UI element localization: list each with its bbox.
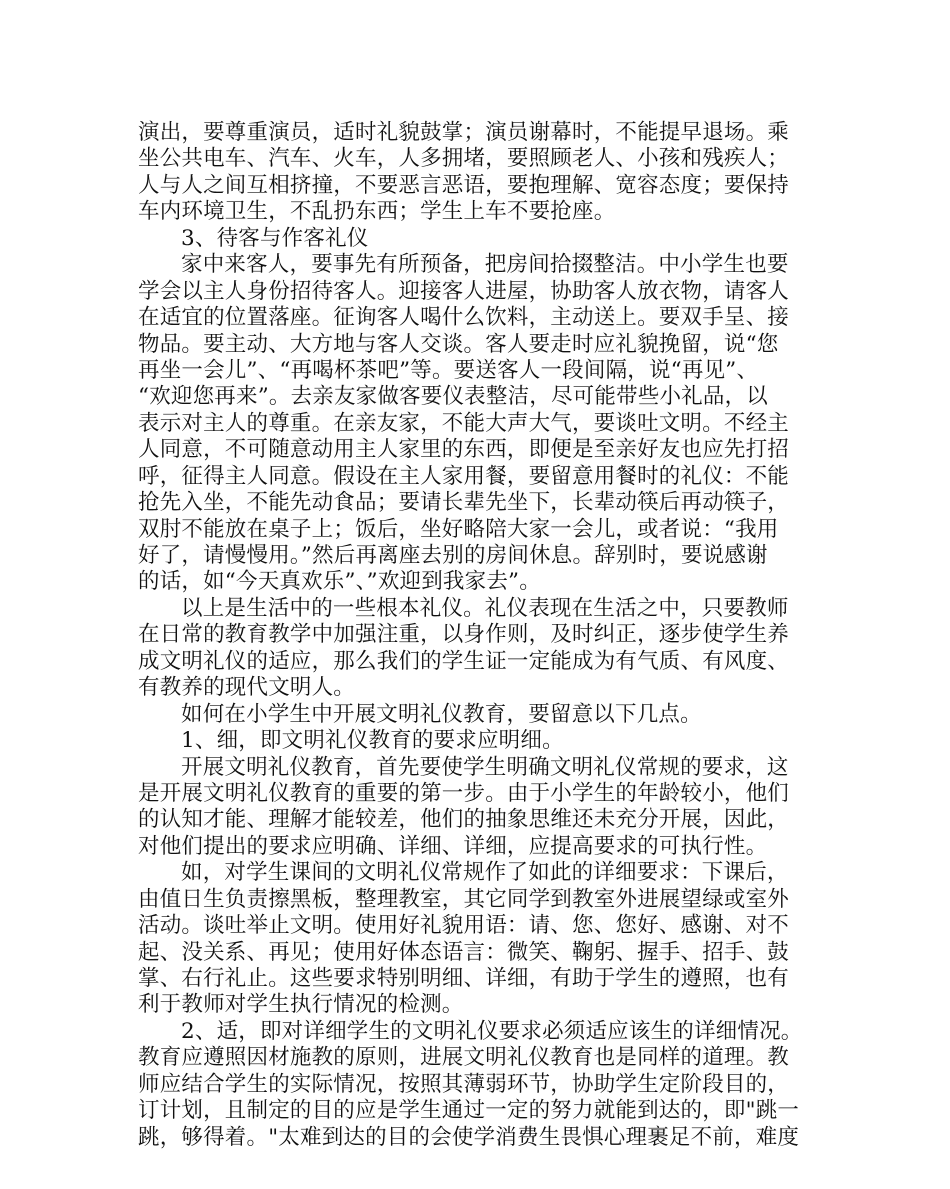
text-line: 以上是生活中的一些根本礼仪。礼仪表现在生活之中，只要教师 bbox=[181, 595, 789, 621]
text-line: 呼，征得主人同意。假设在主人家用餐，要留意用餐时的礼仪：不能 bbox=[138, 463, 790, 489]
text-line: 人与人之间互相挤撞，不要恶言恶语，要抱理解、宽容态度；要保持 bbox=[138, 172, 790, 198]
text-line: 是开展文明礼仪教育的重要的第一步。由于小学生的年龄较小，他们 bbox=[138, 780, 790, 806]
text-line: 物品。要主动、大方地与客人交谈。客人要走时应礼貌挽留，说“您 bbox=[138, 331, 779, 357]
text-line: 有教养的现代文明人。 bbox=[138, 675, 356, 701]
text-line: 起、没关系、再见；使用好体态语言：微笑、鞠躬、握手、招手、鼓 bbox=[138, 939, 790, 965]
text-line: 1、细，即文明礼仪教育的要求应明细。 bbox=[181, 728, 564, 754]
text-line: 开展文明礼仪教育，首先要使学生明确文明礼仪常规的要求，这 bbox=[181, 754, 789, 780]
text-line: 活动。谈吐举止文明。使用好礼貌用语：请、您、您好、感谢、对不 bbox=[138, 913, 790, 939]
text-line: 表示对主人的尊重。在亲友家，不能大声大气，要谈吐文明。不经主 bbox=[138, 410, 790, 436]
text-line: 坐公共电车、汽车、火车，人多拥堵，要照顾老人、小孩和残疾人； bbox=[138, 146, 790, 172]
text-line: 人同意，不可随意动用主人家里的东西，即便是至亲好友也应先打招 bbox=[138, 437, 790, 463]
text-line: 师应结合学生的实际情况，按照其薄弱环节，协助学生定阶段目的， bbox=[138, 1071, 790, 1097]
text-line: 3、待客与作客礼仪 bbox=[181, 225, 369, 251]
text-line: 订计划，且制定的目的应是学生通过一定的努力就能到达的，即"跳一 bbox=[138, 1098, 800, 1124]
text-line: 演出，要尊重演员，适时礼貌鼓掌；演员谢幕时，不能提早退场。乘 bbox=[138, 120, 790, 145]
text-line: 对他们提出的要求应明确、详细、详细，应提高要求的可执行性。 bbox=[138, 833, 768, 859]
text-line: 家中来客人，要事先有所预备，把房间拾掇整洁。中小学生也要 bbox=[181, 252, 789, 278]
text-line: 的话，如“今天真欢乐”、”欢迎到我家去”。 bbox=[138, 569, 541, 595]
text-line: 教育应遵照因材施教的原则，进展文明礼仪教育也是同样的道理。教 bbox=[138, 1045, 790, 1071]
document-body bbox=[138, 120, 816, 1151]
text-line: 利于教师对学生执行情况的检测。 bbox=[138, 992, 464, 1018]
text-line: 学会以主人身份招待客人。迎接客人进屋，协助客人放衣物，请客人 bbox=[138, 278, 790, 304]
text-line: 抢先入坐，不能先动食品；要请长辈先坐下，长辈动筷后再动筷子， bbox=[138, 490, 790, 516]
text-line: 掌、右行礼止。这些要求特别明细、详细，有助于学生的遵照，也有 bbox=[138, 966, 790, 991]
text-line: 在日常的教育教学中加强注重，以身作则，及时纠正，逐步使学生养 bbox=[138, 622, 790, 648]
text-line: 好了，请慢慢用。”然后再离座去别的房间休息。辞别时，要说感谢 bbox=[138, 543, 768, 568]
text-line: 跳，够得着。"太难到达的目的会使学消费生畏惧心理裹足不前，难度 bbox=[138, 1124, 800, 1150]
text-line: 的认知才能、理解才能较差，他们的抽象思维还未充分开展，因此， bbox=[138, 807, 790, 833]
text-line: 成文明礼仪的适应，那么我们的学生证一定能成为有气质、有风度、 bbox=[138, 648, 790, 674]
text-line: 2、适，即对详细学生的文明礼仪要求必须适应该生的详细情况。 bbox=[181, 1018, 803, 1044]
text-line: 双肘不能放在桌子上；饭后，坐好略陪大家一会儿，或者说：“我用 bbox=[138, 516, 779, 542]
text-line: 如何在小学生中开展文明礼仪教育，要留意以下几点。 bbox=[181, 701, 702, 727]
text-line: 在适宜的位置落座。征询客人喝什么饮料，主动送上。要双手呈、接 bbox=[138, 305, 790, 331]
text-line: 车内环境卫生，不乱扔东西；学生上车不要抢座。 bbox=[138, 199, 616, 225]
text-line: “欢迎您再来”。去亲友家做客要仪表整洁，尽可能带些小礼品，以 bbox=[138, 384, 768, 410]
text-line: 如，对学生课间的文明礼仪常规作了如此的详细要求：下课后， bbox=[181, 860, 789, 886]
text-line: 由值日生负责擦黑板，整理教室，其它同学到教室外进展望绿或室外 bbox=[138, 886, 790, 912]
text-line: 再坐一会儿”、“再喝杯茶吧”等。要送客人一段间隔，说“再见”、 bbox=[138, 357, 759, 383]
